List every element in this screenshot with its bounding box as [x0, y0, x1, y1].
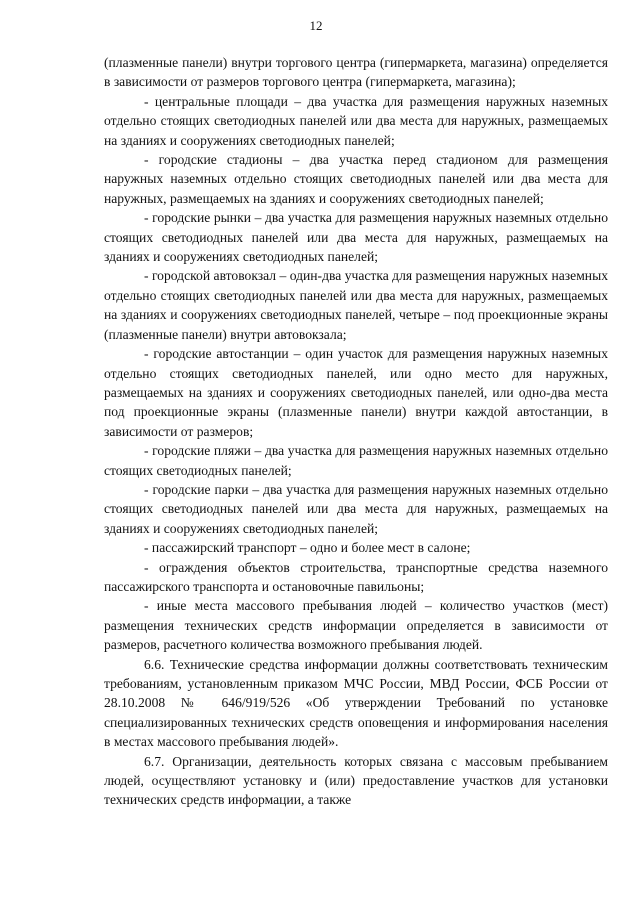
page-number: 12 [309, 18, 323, 33]
list-item-other-places: - иные места массового пребывания людей – количество участков (мест) размещения технических средств информации определяется в зависимости от размеров, расчетного количества возможного пребывания людей. [104, 598, 608, 653]
document-body [104, 53, 608, 810]
paragraph-continuation: (плазменные панели) внутри торгового центра (гипермаркета, магазина) определяется в зависимости от размеров торгового центра (гипермаркета, магазина); [104, 55, 608, 90]
list-item-bus-terminal: - городской автовокзал – один-два участка для размещения наружных наземных отдельно стоящих светодиодных панелей или два места для наружных, размещаемых на зданиях и сооружениях светодиодных панелей, четыре – под проекционные экраны (плазменные панели) внутри автовокзала; [104, 268, 608, 342]
list-item-passenger-transport: - пассажирский транспорт – одно и более мест в салоне; [144, 540, 471, 556]
list-item-central-squares: - центральные площади – два участка для размещения наружных наземных отдельно стоящих светодиодных панелей или два места для наружных, размещаемых на зданиях и сооружениях светодиодных панелей; [104, 93, 608, 148]
list-item-bus-stations: - городские автостанции – один участок для размещения наружных наземных отдельно стоящих светодиодных панелей, или одно место для наружных, размещаемых на зданиях и сооружениях светодиодных панелей, или одно-два места под проекционные экраны (плазменные панели) внутри каждой автостанции, в зависимости от размеров; [104, 346, 608, 439]
list-item-parks: - городские парки – два участка для размещения наружных наземных отдельно стоящих светодиодных панелей или два места для наружных, размещаемых на зданиях и сооружениях светодиодных панелей; [104, 481, 608, 536]
list-item-beaches: - городские пляжи – два участка для размещения наружных наземных отдельно стоящих светодиодных панелей; [104, 443, 608, 478]
clause-6-7: 6.7. Организации, деятельность которых связана с массовым пребыванием людей, осуществляют установку и (или) предоставление участков для установки технических средств информации, а также [104, 753, 608, 808]
clause-6-6: 6.6. Технические средства информации должны соответствовать техническим требованиям, установленным приказом МЧС России, МВД России, ФСБ России от 28.10.2008 № 646/919/526 «Об утверждении Требований по установке специализированных технических средств оповещения и информирования населения в местах массового пребывания людей». [104, 656, 608, 750]
list-item-markets: - городские рынки – два участка для размещения наружных наземных отдельно стоящих светодиодных панелей или два места для наружных, размещаемых на зданиях и сооружениях светодиодных панелей; [104, 210, 608, 265]
list-item-fences: - ограждения объектов строительства, транспортные средства наземного пассажирского транспорта и остановочные павильоны; [104, 559, 608, 594]
list-item-stadiums: - городские стадионы – два участка перед стадионом для размещения наружных наземных отдельно стоящих светодиодных панелей или два места для наружных, размещаемых на зданиях и сооружениях светодиодных панелей; [104, 152, 608, 206]
